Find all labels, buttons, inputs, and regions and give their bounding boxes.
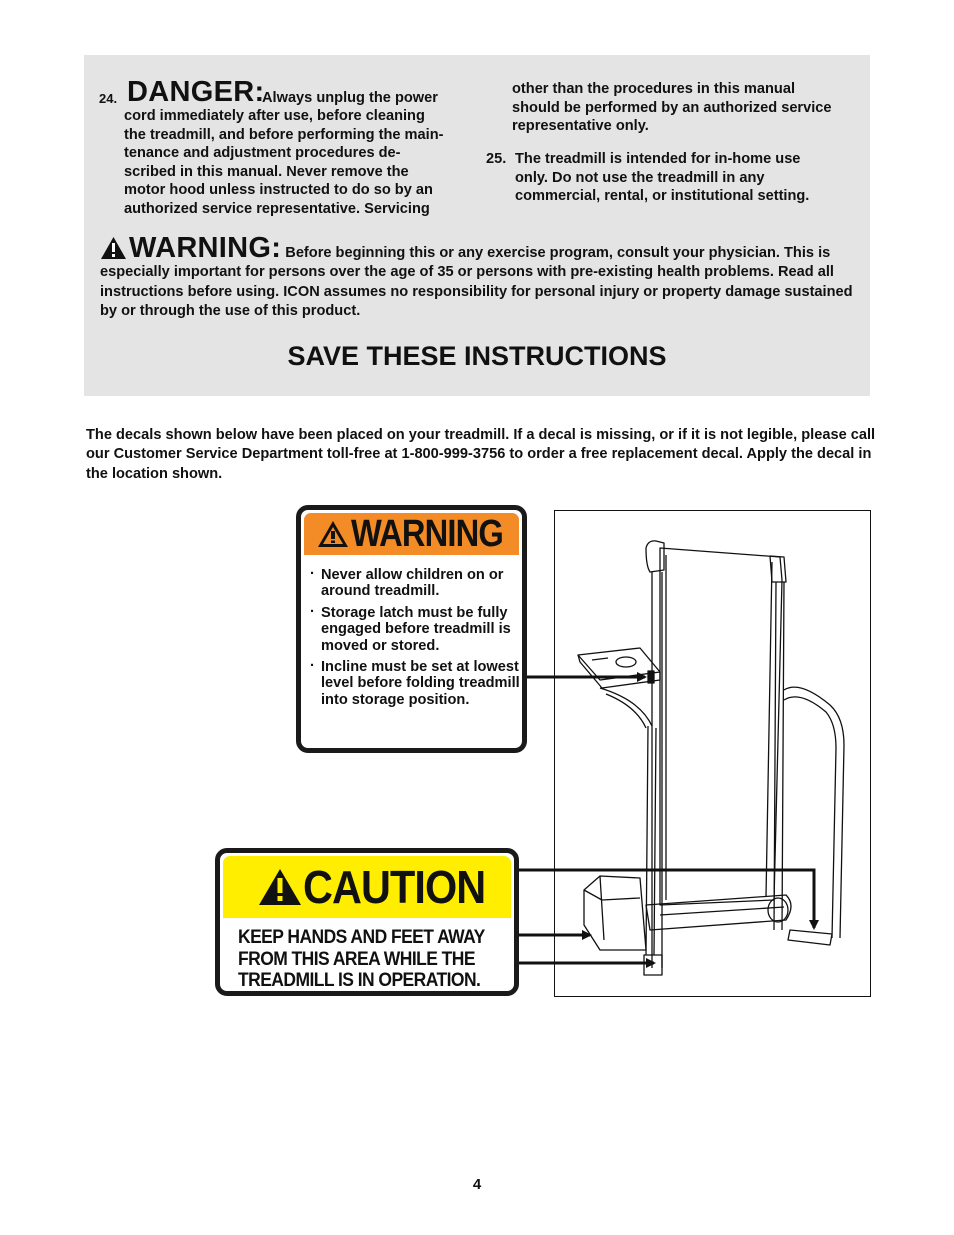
text-line: motor hood unless instructed to do so by an [124,182,433,198]
text-line: tenance and adjustment procedures de- [124,145,401,161]
caution-decal-header [223,856,511,918]
warning-decal-item: · Incline must be set at lowest level before folding treadmill into storage position. [309,659,522,708]
treadmill-illustration-frame [554,510,871,997]
warning-decal-title: WARNING [351,512,503,555]
warning-decal [296,505,527,753]
decal-intro-text: The decals shown below have been placed on your treadmill. If a decal is missing, or if it is not legible, please call our Customer Service Department toll-free at 1-800-999-3756 to order a free replacement decal. Apply the decal in the location shown. [86,427,876,482]
warning-text: Before beginning this or any exercise program, consult your physician. This is especially important for persons over the age of 35 or persons with pre-existing health problems. Read all instructions before using. ICON assumes no responsibility for personal injury or property damage sustained by or through the use of this product. [100,245,853,319]
save-instructions-title: SAVE THESE INSTRUCTIONS [287,341,667,371]
text-line: scribed in this manual. Never remove the [124,163,409,180]
danger-heading: DANGER: [127,76,265,108]
warning-decal-header [304,513,519,555]
item-25-number: 25. [486,151,507,167]
caution-triangle-icon [257,867,303,907]
text-line: should be performed by an authorized service [512,99,832,116]
caution-decal-text [238,927,492,992]
warning-decal-item: · Storage latch must be fully engaged before treadmill is moved or stored. [309,605,522,654]
page-number: 4 [472,1176,482,1193]
item-25-text [515,150,860,206]
text-line: other than the procedures in this manual [512,81,795,97]
warning-triangle-icon [316,519,350,549]
item-24-first-line: Always unplug the power [262,90,438,106]
text-line: representative only. [512,118,649,134]
item-24-left-text [124,107,484,218]
warning-paragraph [100,232,860,321]
text-line: the treadmill, and before performing the main- [124,126,444,143]
caution-decal [215,848,519,996]
text-line: The treadmill is intended for in-home use [515,151,801,167]
caution-line: KEEP HANDS AND FEET AWAY [238,927,485,948]
warning-triangle-icon [100,236,127,260]
text-line: cord immediately after use, before cleaning [124,108,425,124]
item-24-number: 24. [99,91,118,106]
item-24-right-text [512,80,862,136]
text-line: commercial, rental, or institutional setting. [515,188,810,204]
caution-decal-title: CAUTION [303,861,486,913]
warning-heading: WARNING: [129,232,282,264]
text-line: only. Do not use the treadmill in any [515,169,765,186]
caution-line: TREADMILL IS IN OPERATION. [238,970,481,991]
warning-decal-item: · Never allow children on or around treadmill. [309,567,522,600]
text-line: authorized service representative. Servicing [124,200,430,217]
caution-line: FROM THIS AREA WHILE THE [238,948,475,970]
warning-decal-list [309,567,522,708]
